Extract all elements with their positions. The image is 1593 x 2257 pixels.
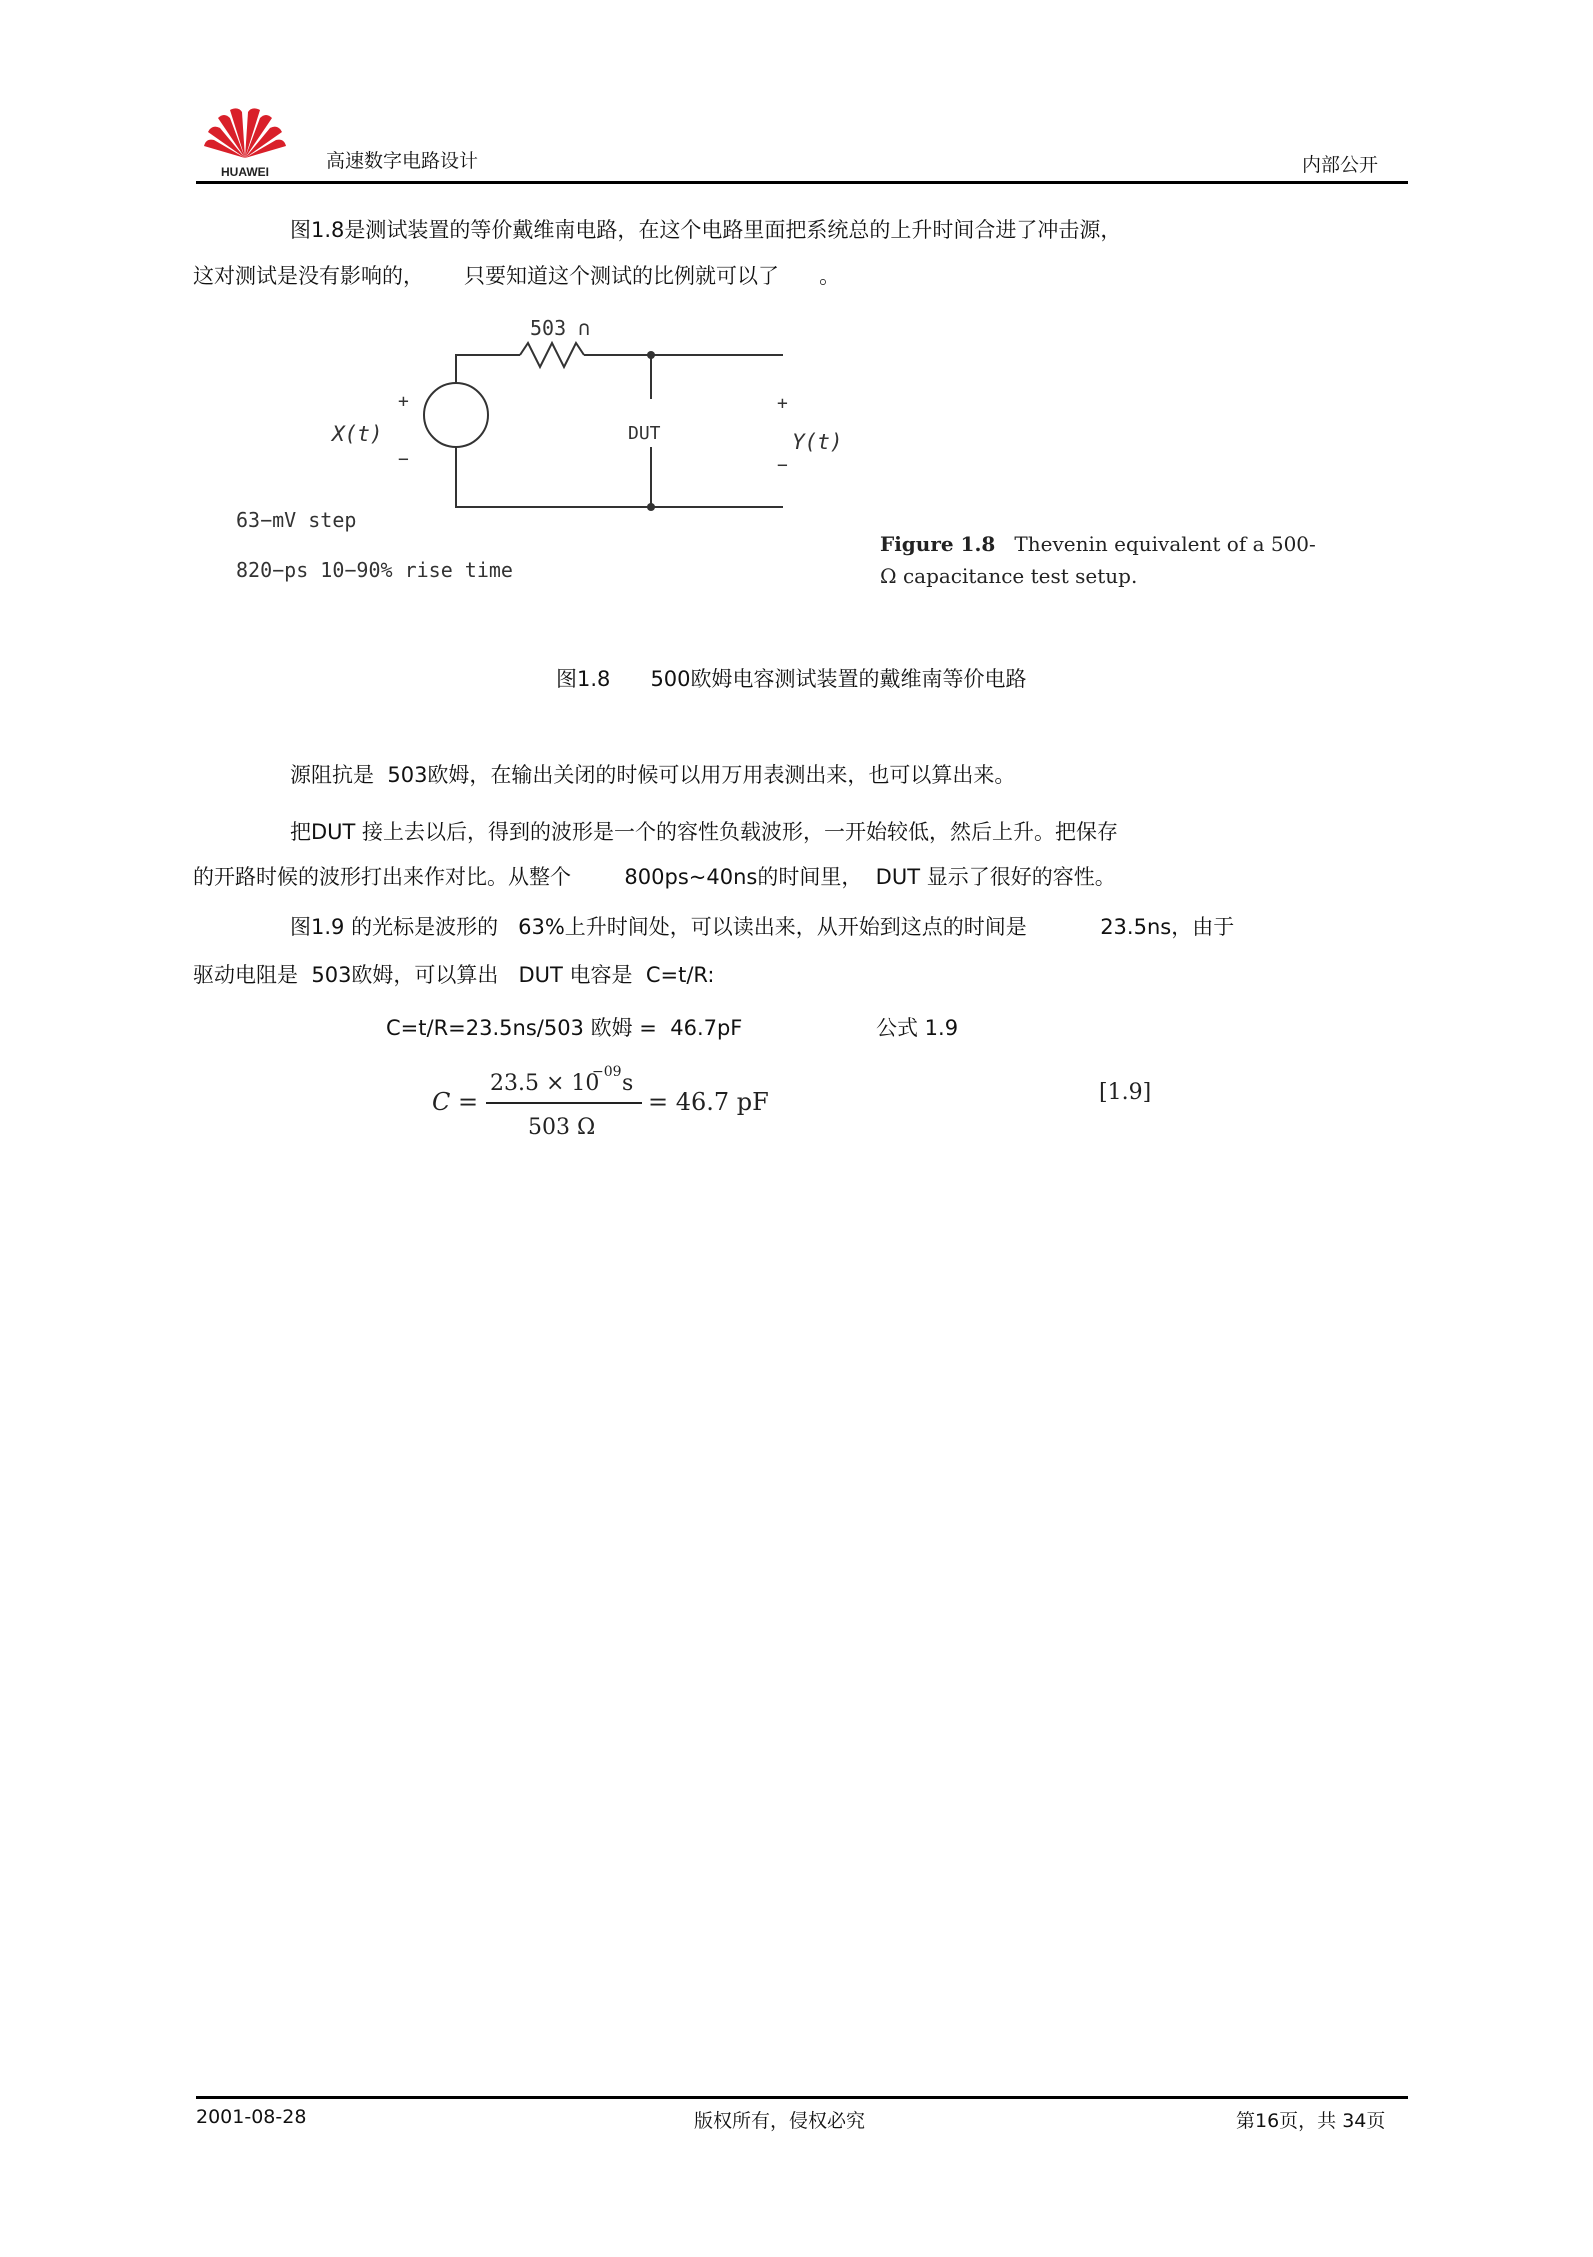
paragraph-1-line-1: 图1.8是测试装置的等价戴维南电路，在这个电路里面把系统总的上升时间合进了冲击源， (290, 218, 1122, 242)
paragraph-2: 源阻抗是 503欧姆，在输出关闭的时候可以用万用表测出来，也可以算出来。 (290, 763, 1016, 787)
caption-figure-number: Figure 1.8 (880, 532, 996, 556)
output-plus: + (777, 393, 788, 414)
equation-numerator: 23.5 × 10 (490, 1071, 600, 1096)
caption-english-text-2: Ω capacitance test setup. (880, 564, 1138, 588)
voltage-source (424, 383, 488, 447)
paragraph-3-line-2: 的开路时候的波形打出来作对比。从整个 800ps~40ns的时间里， DUT 显示了很好的容性。 (193, 865, 1116, 889)
formula-text: C=t/R=23.5ns/503 欧姆 = 46.7pF (386, 1016, 743, 1040)
source-plus: + (398, 391, 409, 412)
junction-top (647, 351, 655, 359)
caption-english-line-1 (880, 528, 1316, 560)
capacitance-equation (432, 1058, 812, 1138)
logo-wordmark: HUAWEI (221, 165, 269, 179)
dut-label: DUT (628, 423, 661, 444)
source-label: X(t) (332, 422, 383, 446)
source-minus: − (398, 449, 409, 470)
step-label: 63−mV step (236, 508, 357, 532)
resistor-label: 503 ∩ (530, 316, 591, 340)
footer-page-number: 第16页，共 34页 (1236, 2110, 1386, 2132)
footer-copyright: 版权所有，侵权必究 (694, 2110, 866, 2132)
caption-english-text-1: Thevenin equivalent of a 500- (1014, 532, 1316, 556)
equation-exponent: −09 (592, 1064, 622, 1080)
equation-denominator: 503 Ω (528, 1115, 596, 1138)
equation-numerator-unit: s (622, 1071, 634, 1096)
output-minus: − (777, 455, 788, 476)
header-rule (196, 181, 1408, 184)
footer-date: 2001-08-28 (196, 2106, 307, 2128)
paragraph-4-line-2: 驱动电阻是 503欧姆，可以算出 DUT 电容是 C=t/R: (193, 963, 715, 987)
equation-tag: [1.9] (1099, 1080, 1152, 1105)
huawei-logo (200, 100, 290, 180)
paragraph-1-line-2: 这对测试是没有影响的， 只要知道这个测试的比例就可以了 。 (193, 264, 841, 288)
paragraph-3-line-1: 把DUT 接上去以后，得到的波形是一个的容性负载波形，一开始较低，然后上升。把保存 (290, 820, 1119, 844)
figure-caption-chinese: 图1.8 500欧姆电容测试装置的戴维南等价电路 (556, 667, 1027, 691)
figure-caption-english (880, 528, 1316, 592)
wire-bottom-left (456, 447, 783, 507)
resistor-symbol (520, 343, 584, 367)
output-label: Y(t) (792, 430, 843, 454)
junction-bottom (647, 503, 655, 511)
wire-top-left (456, 355, 520, 383)
footer-rule (196, 2096, 1408, 2099)
rise-time-label: 820−ps 10−90% rise time (236, 558, 513, 582)
logo-petals (204, 108, 286, 158)
equation-lhs: C = (432, 1088, 479, 1116)
paragraph-4-line-1: 图1.9 的光标是波形的 63%上升时间处，可以读出来，从开始到这点的时间是 23.5ns，由于 (290, 915, 1235, 939)
header-title: 高速数字电路设计 (326, 150, 479, 172)
thevenin-circuit-diagram (230, 315, 870, 595)
header-classification: 内部公开 (1302, 154, 1379, 176)
formula-tag: 公式 1.9 (876, 1016, 959, 1040)
equation-rhs: = 46.7 pF (648, 1088, 769, 1116)
